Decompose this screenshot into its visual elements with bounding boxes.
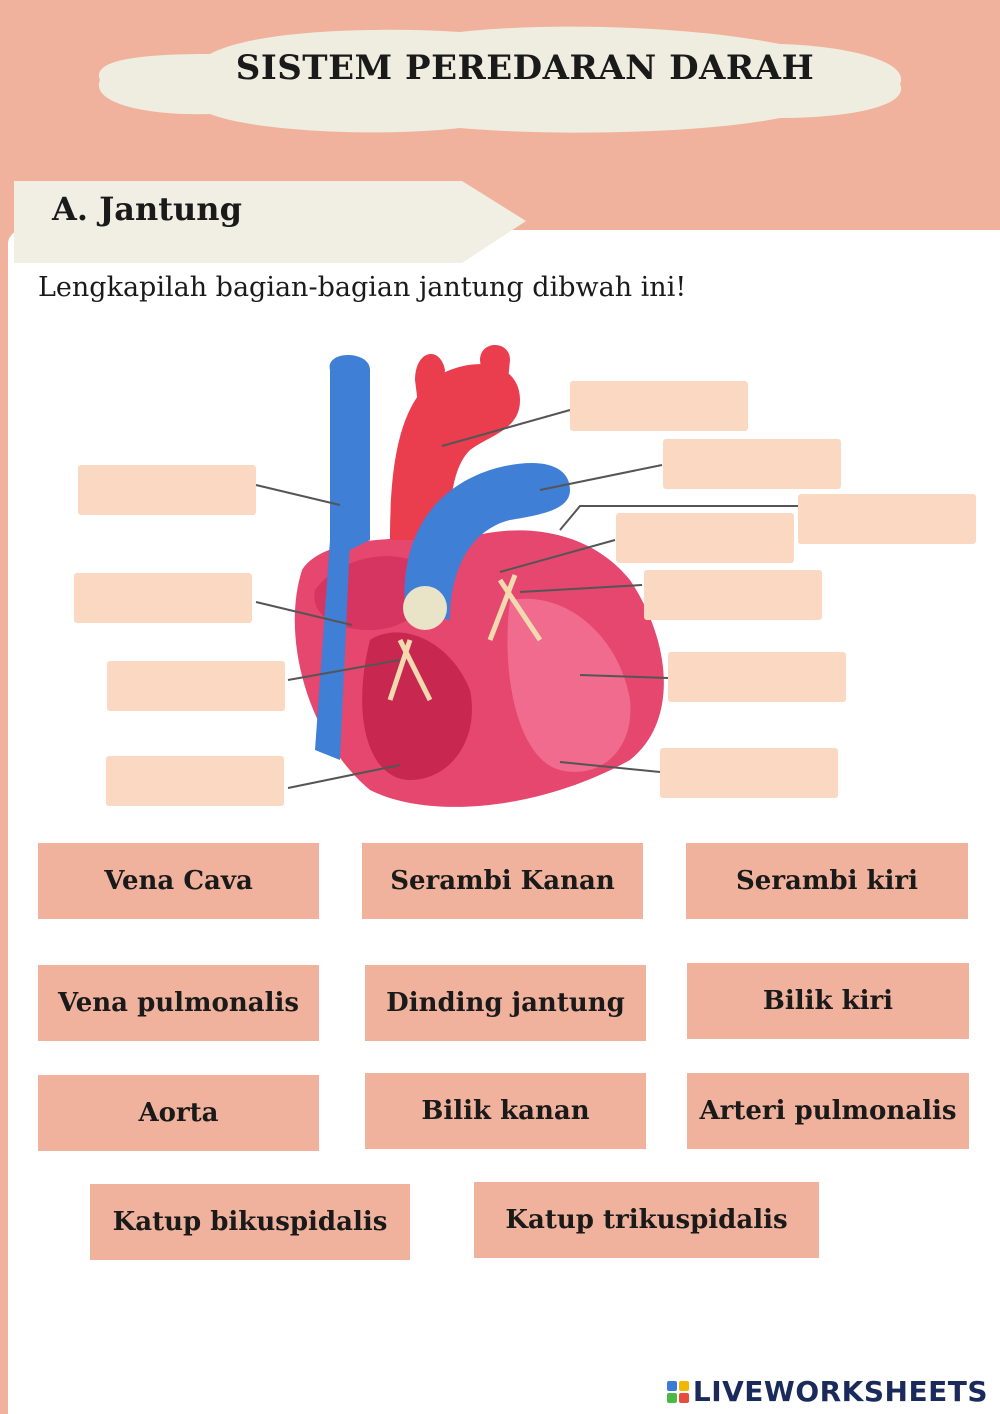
page-title: SISTEM PEREDARAN DARAH: [235, 48, 815, 88]
answer-card-serambi-kanan[interactable]: Serambi Kanan: [362, 843, 643, 919]
liveworksheets-logo-icon: [667, 1381, 689, 1403]
drop-box-right-7[interactable]: [660, 748, 838, 798]
liveworksheets-logo: [667, 1375, 988, 1408]
answer-card-serambi-kiri[interactable]: Serambi kiri: [686, 843, 968, 919]
answer-card-arteri-pulmonalis[interactable]: Arteri pulmonalis: [687, 1073, 969, 1149]
drop-box-right-3[interactable]: [798, 494, 976, 544]
drop-box-right-6[interactable]: [668, 652, 846, 702]
drop-box-left-3[interactable]: [107, 661, 285, 711]
drop-box-right-1[interactable]: [570, 381, 748, 431]
drop-box-left-4[interactable]: [106, 756, 284, 806]
drop-box-right-5[interactable]: [644, 570, 822, 620]
drop-box-right-4[interactable]: [616, 513, 794, 563]
answer-card-vena-cava[interactable]: Vena Cava: [38, 843, 319, 919]
section-label: A. Jantung: [52, 190, 242, 228]
answer-card-katup-trikuspidalis[interactable]: Katup trikuspidalis: [474, 1182, 819, 1258]
answer-card-dinding-jantung[interactable]: Dinding jantung: [365, 965, 646, 1041]
answer-card-aorta[interactable]: Aorta: [38, 1075, 319, 1151]
instruction-text: Lengkapilah bagian-bagian jantung dibwah ini!: [38, 272, 687, 303]
liveworksheets-brand: LIVEWORKSHEETS: [692, 1375, 988, 1408]
drop-box-left-1[interactable]: [78, 465, 256, 515]
answer-card-katup-bikuspidalis[interactable]: Katup bikuspidalis: [90, 1184, 410, 1260]
answer-card-vena-pulmonalis[interactable]: Vena pulmonalis: [38, 965, 319, 1041]
drop-box-right-2[interactable]: [663, 439, 841, 489]
answer-card-bilik-kanan[interactable]: Bilik kanan: [365, 1073, 646, 1149]
drop-box-left-2[interactable]: [74, 573, 252, 623]
answer-card-bilik-kiri[interactable]: Bilik kiri: [687, 963, 969, 1039]
